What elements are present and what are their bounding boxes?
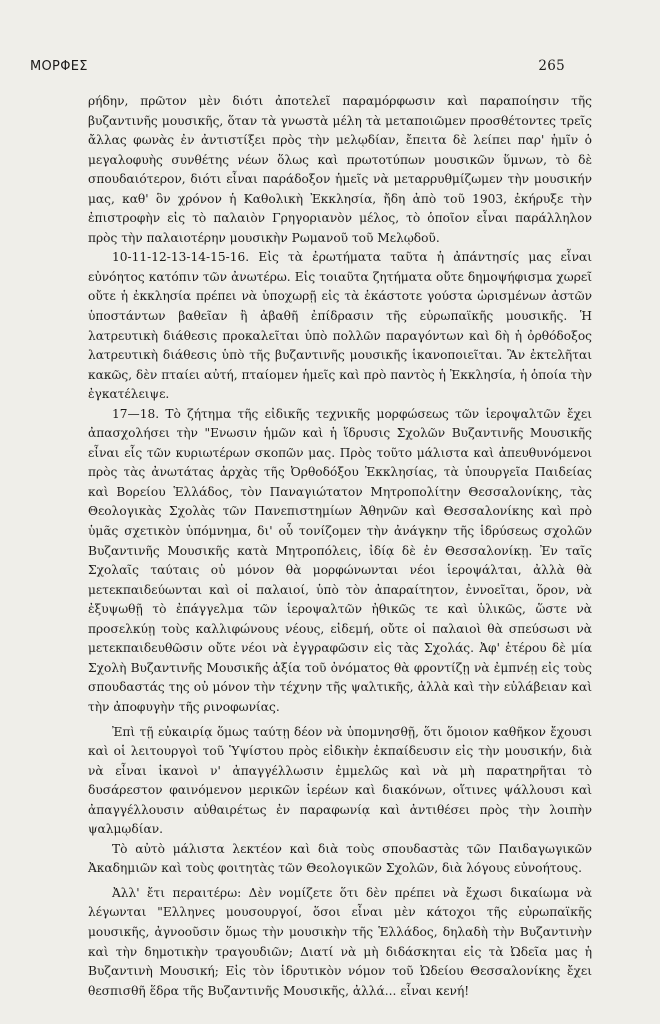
paragraph-composers: Ἀλλ' ἔτι περαιτέρω: Δὲν νομίζετε ὅτι δὲν πρέπει νὰ ἔχωσι δικαίωμα νὰ λέγωνται "Ελληνες μουσουργοί, ὅσοι εἶναι μὲν κάτοχοι τῆς εὐρωπαϊκῆς μουσικῆς, ἀγνοοῦσιν ὅμως τὴν μουσικὴν τῆς Ἑλλάδος, δηλαδὴ τὴν Βυζαντινὴν καὶ τὴν δημοτικὴν τραγουδιῶν; Διατί νὰ μὴ διδάσκηται εἰς τὰ Ὠδεῖα μας ἡ Βυζαντινὴ Μουσική; Εἰς τὸν ἱδρυτικὸν νόμον τοῦ Ὠδείου Θεσσαλονίκης ἔχει θεσπισθῆ ἕδρα τῆς Βυζαντινῆς Μουσικῆς, ἀλλά... εἶναι κενή! bbox=[88, 885, 592, 998]
running-header bbox=[30, 58, 565, 74]
paragraph-continuation: ρήδην, πρῶτον μὲν διότι ἀποτελεῖ παραμόρφωσιν καὶ παραποίησιν τῆς βυζαντινῆς μουσικῆς, ὅταν τὰ γνωστὰ μέλη τὰ μεταποιῶμεν προσθέτοντες τρεῖς ἄλλας φωνὰς ἐν ἀντιστίξει πρὸς τὴν μελῳδίαν, ἔπειτα δὲ λείπει παρ' ἡμῖν ὁ μεγαλοφυὴς συνθέτης νέων ὅλως καὶ πρωτοτύπων μουσικῶν ὕμνων, τὸ δὲ σπουδαιότερον, διότι εἶναι παράδοξον ἡμεῖς νὰ μεταρρυθμίζωμεν τὴν μουσικήν μας, καθ' ὃν χρόνον ἡ Καθολικὴ Ἐκκλησία, ἤδη ἀπὸ τοῦ 1903, ἐκήρυξε τὴν ἐπιστροφὴν εἰς τὸ παλαιὸν Γρηγοριανὸν μέλος, τὸ ὁποῖον εἶναι παράλληλον πρὸς τὴν παλαιοτέρην μουσικὴν Ρωμανοῦ τοῦ Μελῳδοῦ. bbox=[88, 94, 592, 245]
journal-title: ΜΟΡΦΕΣ bbox=[30, 59, 88, 74]
paragraph-students: Τὸ αὐτὸ μάλιστα λεκτέον καὶ διὰ τοὺς σπουδαστὰς τῶν Παιδαγωγικῶν Ἀκαδημιῶν καὶ τοὺς φοιτητὰς τῶν Θεολογικῶν Σχολῶν, διὰ λόγους εὐνοήτους. bbox=[88, 841, 592, 876]
body-text bbox=[88, 92, 592, 1001]
page-number: 265 bbox=[538, 58, 565, 74]
paragraph-answers-17-18: 17—18. Τὸ ζήτημα τῆς εἰδικῆς τεχνικῆς μορφώσεως τῶν ἱεροψαλτῶν ἔχει ἀπασχολήσει τὴν "Ενωσιν ἡμῶν καὶ ἡ ἵδρυσις Σχολῶν Βυζαντινῆς Μουσικῆς εἶναι εἷς τῶν κυριωτέρων σκοπῶν μας. Πρὸς τοῦτο μάλιστα καὶ ἀπευθυνόμενοι πρὸς τὰς ἀνωτάτας ἀρχὰς τῆς Ὀρθοδόξου Ἐκκλησίας, τὰ ὑπουργεῖα Παιδείας καὶ Βορείου Ἑλλάδος, τὸν Παναγιώτατον Μητροπολίτην Θεσσαλονίκης, τὰς Θεολογικὰς Σχολὰς τῶν Πανεπιστημίων Ἀθηνῶν καὶ Θεσσαλονίκης καὶ πρὸ ὑμᾶς σχετικὸν ὑπόμνημα, δι' οὗ τονίζομεν τὴν ἀνάγκην τῆς ἱδρύσεως σχολῶν Βυζαντινῆς Μουσικῆς κατὰ Μητροπόλεις, ἰδίᾳ δὲ ἐν Θεσσαλονίκῃ. Ἐν ταῖς Σχολαῖς ταύταις οὐ μόνον θὰ μορφώνωνται νέοι ἱεροψάλται, ἀλλὰ θὰ μετεκπαιδεύωνται καὶ οἱ παλαιοί, ὑπὸ τὸν ἀπαραίτητον, ἐννοεῖται, ὅρον, νὰ ἐξυψωθῇ τὸ ἐπάγγελμα τῶν ἱεροψαλτῶν ἠθικῶς τε καὶ ὑλικῶς, ὥστε νὰ προσελκύῃ τοὺς καλλιφώνους νέους, εἰδεμή, οὔτε οἱ παλαιοὶ θὰ σπεύσωσι νὰ μετεκπαιδευθῶσιν οὔτε νέοι νὰ ἐγγραφῶσιν εἰς τὰς Σχολάς. Ἀφ' ἑτέρου δὲ μία Σχολὴ Βυζαντινῆς Μουσικῆς ἀξία τοῦ ὀνόματος θὰ φροντίζῃ νὰ ἐμπνέῃ εἰς τοὺς σπουδαστάς της οὐ μόνον τὴν τέχνην τῆς ψαλτικῆς, ἀλλὰ καὶ τὴν εὐλάβειαν καὶ τὴν ἀποφυγὴν τῆς ρινοφωνίας. bbox=[88, 406, 592, 714]
paragraph-clergy-training: Ἐπὶ τῇ εὐκαιρίᾳ ὅμως ταύτῃ δέον νὰ ὑπομνησθῇ, ὅτι ὅμοιον καθῆκον ἔχουσι καὶ οἱ λειτουργοὶ τοῦ Ὑψίστου πρὸς εἰδικὴν ἐκπαίδευσιν εἰς τὴν μουσικήν, διὰ νὰ εἶναι ἱκανοὶ ν' ἀπαγγέλλωσιν ἐμμελῶς καὶ νὰ μὴ παρατηρῆται τὸ δυσάρεστον φαινόμενον μερικῶν ἱερέων καὶ διακόνων, οἵτινες ψάλλουσι καὶ ἀπαγγέλλουσιν αὐθαιρέτως ἐν παραφωνίᾳ καὶ ἀντιθέσει πρὸς τὴν λοιπὴν ψαλμῳδίαν. bbox=[88, 724, 592, 837]
paragraph-answers-10-16: 10-11-12-13-14-15-16. Εἰς τὰ ἐρωτήματα ταῦτα ἡ ἀπάντησίς μας εἶναι εὐνόητος κατόπιν τῶν ἀνωτέρω. Εἰς τοιαῦτα ζητήματα οὔτε δημοψήφισμα χωρεῖ οὔτε ἡ ἐκκλησία πρέπει νὰ ὑποχωρῇ εἰς τὰ ἑκάστοτε γούστα ὡρισμένων ἀστῶν ὑποστάντων βαθεῖαν ἢ ἀβαθῆ ἐπίδρασιν τῆς εὐρωπαϊκῆς μουσικῆς. Ἡ λατρευτικὴ διάθεσις προκαλεῖται ὑπὸ πολλῶν παραγόντων καὶ δὴ ἡ ὀρθόδοξος λατρευτικὴ διάθεσις ὑπὸ τῆς βυζαντινῆς μουσικῆς ἱκανοποιεῖται. Ἂν ἐκτελῆται κακῶς, δὲν πταίει αὐτή, πταίομεν ἡμεῖς καὶ πρὸ παντὸς ἡ Ἐκκλησία, ἡ ὁποία τὴν ἐγκατέλειψε. bbox=[88, 250, 592, 402]
